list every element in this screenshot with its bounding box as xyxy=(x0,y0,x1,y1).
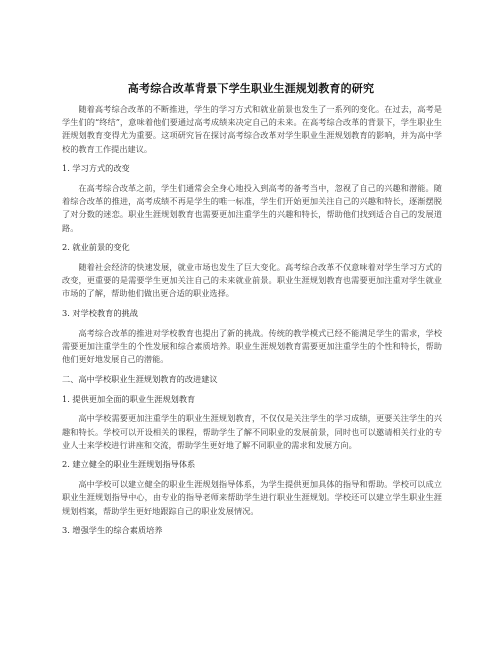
section-heading-quality: 3. 增强学生的综合素质培养 xyxy=(62,525,163,536)
paragraph-comprehensive: 高中学校需要更加注重学生的职业生涯规划教育，不仅仅是关注学生的学习成绩，更要关注学生的兴趣和特长。学校可以开设相关的课程，帮助学生了解不同职业的发展前景，同时也可以邀请相关行业的专业人士来学校进行讲座和交流，帮助学生更好地了解不同职业的需求和发展方向。 xyxy=(62,413,442,450)
paragraph-intro: 随着高考综合改革的不断推进，学生的学习方式和就业前景也发生了一系列的变化。在过去，高考是学生们的“终结”，意味着他们要通过高考成绩来决定自己的未来。在高考综合改革的背景下，学生职业生涯规划教育变得尤为重要。这项研究旨在探讨高考综合改革对学生职业生涯规划教育的影响，并为高中学校的教育工作提出建议。 xyxy=(62,104,442,154)
section-heading-employment: 2. 就业前景的变化 xyxy=(62,242,130,253)
paragraph-guidance: 高中学校可以建立健全的职业生涯规划指导体系，为学生提供更加具体的指导和帮助。学校可以成立职业生涯规划指导中心，由专业的指导老师来帮助学生进行职业生涯规划。学校还可以建立学生职业生涯规划档案，帮助学生更好地跟踪自己的职业发展情况。 xyxy=(62,479,442,516)
paragraph-learning: 在高考综合改革之前，学生们通常会全身心地投入到高考的备考当中，忽视了自己的兴趣和潜能。随着综合改革的推进，高考成绩不再是学生的唯一标准，学生们开始更加关注自己的兴趣和特长，逐渐摆脱了对分数的迷恋。职业生涯规划教育也需要更加注重学生的兴趣和特长，帮助他们找到适合自己的发展道路。 xyxy=(62,183,442,233)
section-heading-comprehensive: 1. 提供更加全面的职业生涯规划教育 xyxy=(62,393,196,404)
paragraph-challenge: 高考综合改革的推进对学校教育也提出了新的挑战。传统的教学模式已经不能满足学生的需求，学校需要更加注重学生的个性发展和综合素质培养。职业生涯规划教育需要更加注重学生的个性和特长，帮助他们更好地发展自己的潜能。 xyxy=(62,327,442,365)
paragraph-employment: 随着社会经济的快速发展，就业市场也发生了巨大变化。高考综合改革不仅意味着对学生学习方式的改变，更重要的是需要学生更加关注自己的未来就业前景。职业生涯规划教育也需要更加注重对学生就业市场的了解，帮助他们做出更合适的职业选择。 xyxy=(62,262,442,299)
section-heading-learning: 1. 学习方式的改变 xyxy=(62,163,130,174)
document-title: 高考综合改革背景下学生职业生涯规划教育的研究 xyxy=(127,82,375,95)
section-heading-guidance: 2. 建立健全的职业生涯规划指导体系 xyxy=(62,459,196,470)
section-heading-challenge: 3. 对学校教育的挑战 xyxy=(62,308,138,319)
chapter-heading-suggestions: 二、高中学校职业生涯规划教育的改进建议 xyxy=(62,373,218,384)
document-body xyxy=(62,103,442,544)
